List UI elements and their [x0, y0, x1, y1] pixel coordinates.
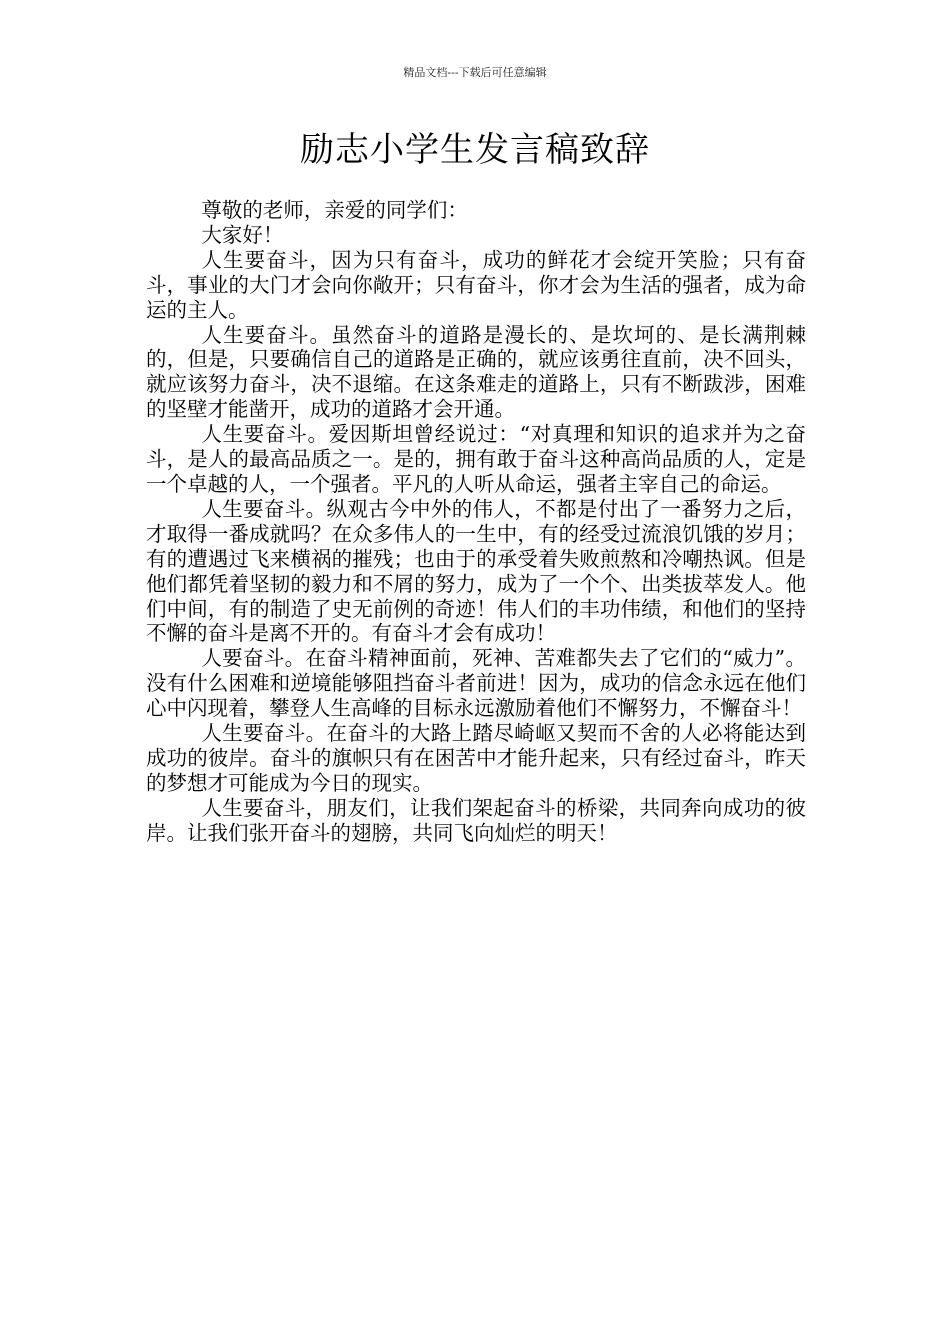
document-title: 励志小学生发言稿致辞: [300, 130, 650, 170]
closing-paragraph: 人生要奋斗，朋友们，让我们架起奋斗的桥梁，共同奔向成功的彼岸。让我们张开奋斗的翅膀，共同飞向灿烂的明天！: [146, 795, 806, 845]
page-header-note: 精品文档---下载后可任意编辑: [403, 66, 547, 79]
body-paragraph: 人生要奋斗。爱因斯坦曾经说过：“对真理和知识的追求并为之奋斗，是人的最高品质之一。是的，拥有敢于奋斗这种高尚品质的人，定是一个卓越的人，一个强者。平凡的人听从命运，强者主宰自己的命运。: [146, 422, 806, 496]
salutation-paragraph: 尊敬的老师，亲爱的同学们：: [201, 198, 468, 222]
body-paragraph: 人生要奋斗。纵观古今中外的伟人，不都是付出了一番努力之后，才取得一番成就吗？在众多伟人的一生中，有的经受过流浪饥饿的岁月；有的遭遇过飞来横祸的摧残；也由于的承受着失败煎熬和冷嘲热讽。但是他们都凭着坚韧的毅力和不屑的努力，成为了一个个、出类拔萃发人。他们中间，有的制造了史无前例的奇迹！伟人们的丰功伟绩，和他们的坚持不懈的奋斗是离不开的。有奋斗才会有成功！: [146, 496, 806, 646]
document-body: [146, 198, 806, 846]
body-paragraph: 人生要奋斗，因为只有奋斗，成功的鲜花才会绽开笑脸；只有奋斗，事业的大门才会向你敞开；只有奋斗，你才会为生活的强者，成为命运的主人。: [146, 247, 806, 322]
body-paragraph: 人生要奋斗。虽然奋斗的道路是漫长的、是坎坷的、是长满荆棘的，但是，只要确信自己的道路是正确的，就应该勇往直前，决不回头，就应该努力奋斗，决不退缩。在这条难走的道路上，只有不断跋涉，困难的坚壁才能凿开，成功的道路才会开通。: [146, 322, 806, 422]
greeting-paragraph: 大家好！: [201, 222, 284, 247]
body-paragraph: 人生要奋斗。在奋斗的大路上踏尽崎岖又契而不舍的人必将能达到成功的彼岸。奋斗的旗帜只有在困苦中才能升起来，只有经过奋斗，昨天的梦想才可能成为今日的现实。: [146, 721, 806, 795]
body-paragraph: 人要奋斗。在奋斗精神面前，死神、苦难都失去了它们的“威力”。没有什么困难和逆境能够阻挡奋斗者前进！因为，成功的信念永远在他们心中闪现着，攀登人生高峰的目标永远激励着他们不懈努力，不懈奋斗！: [146, 646, 806, 721]
